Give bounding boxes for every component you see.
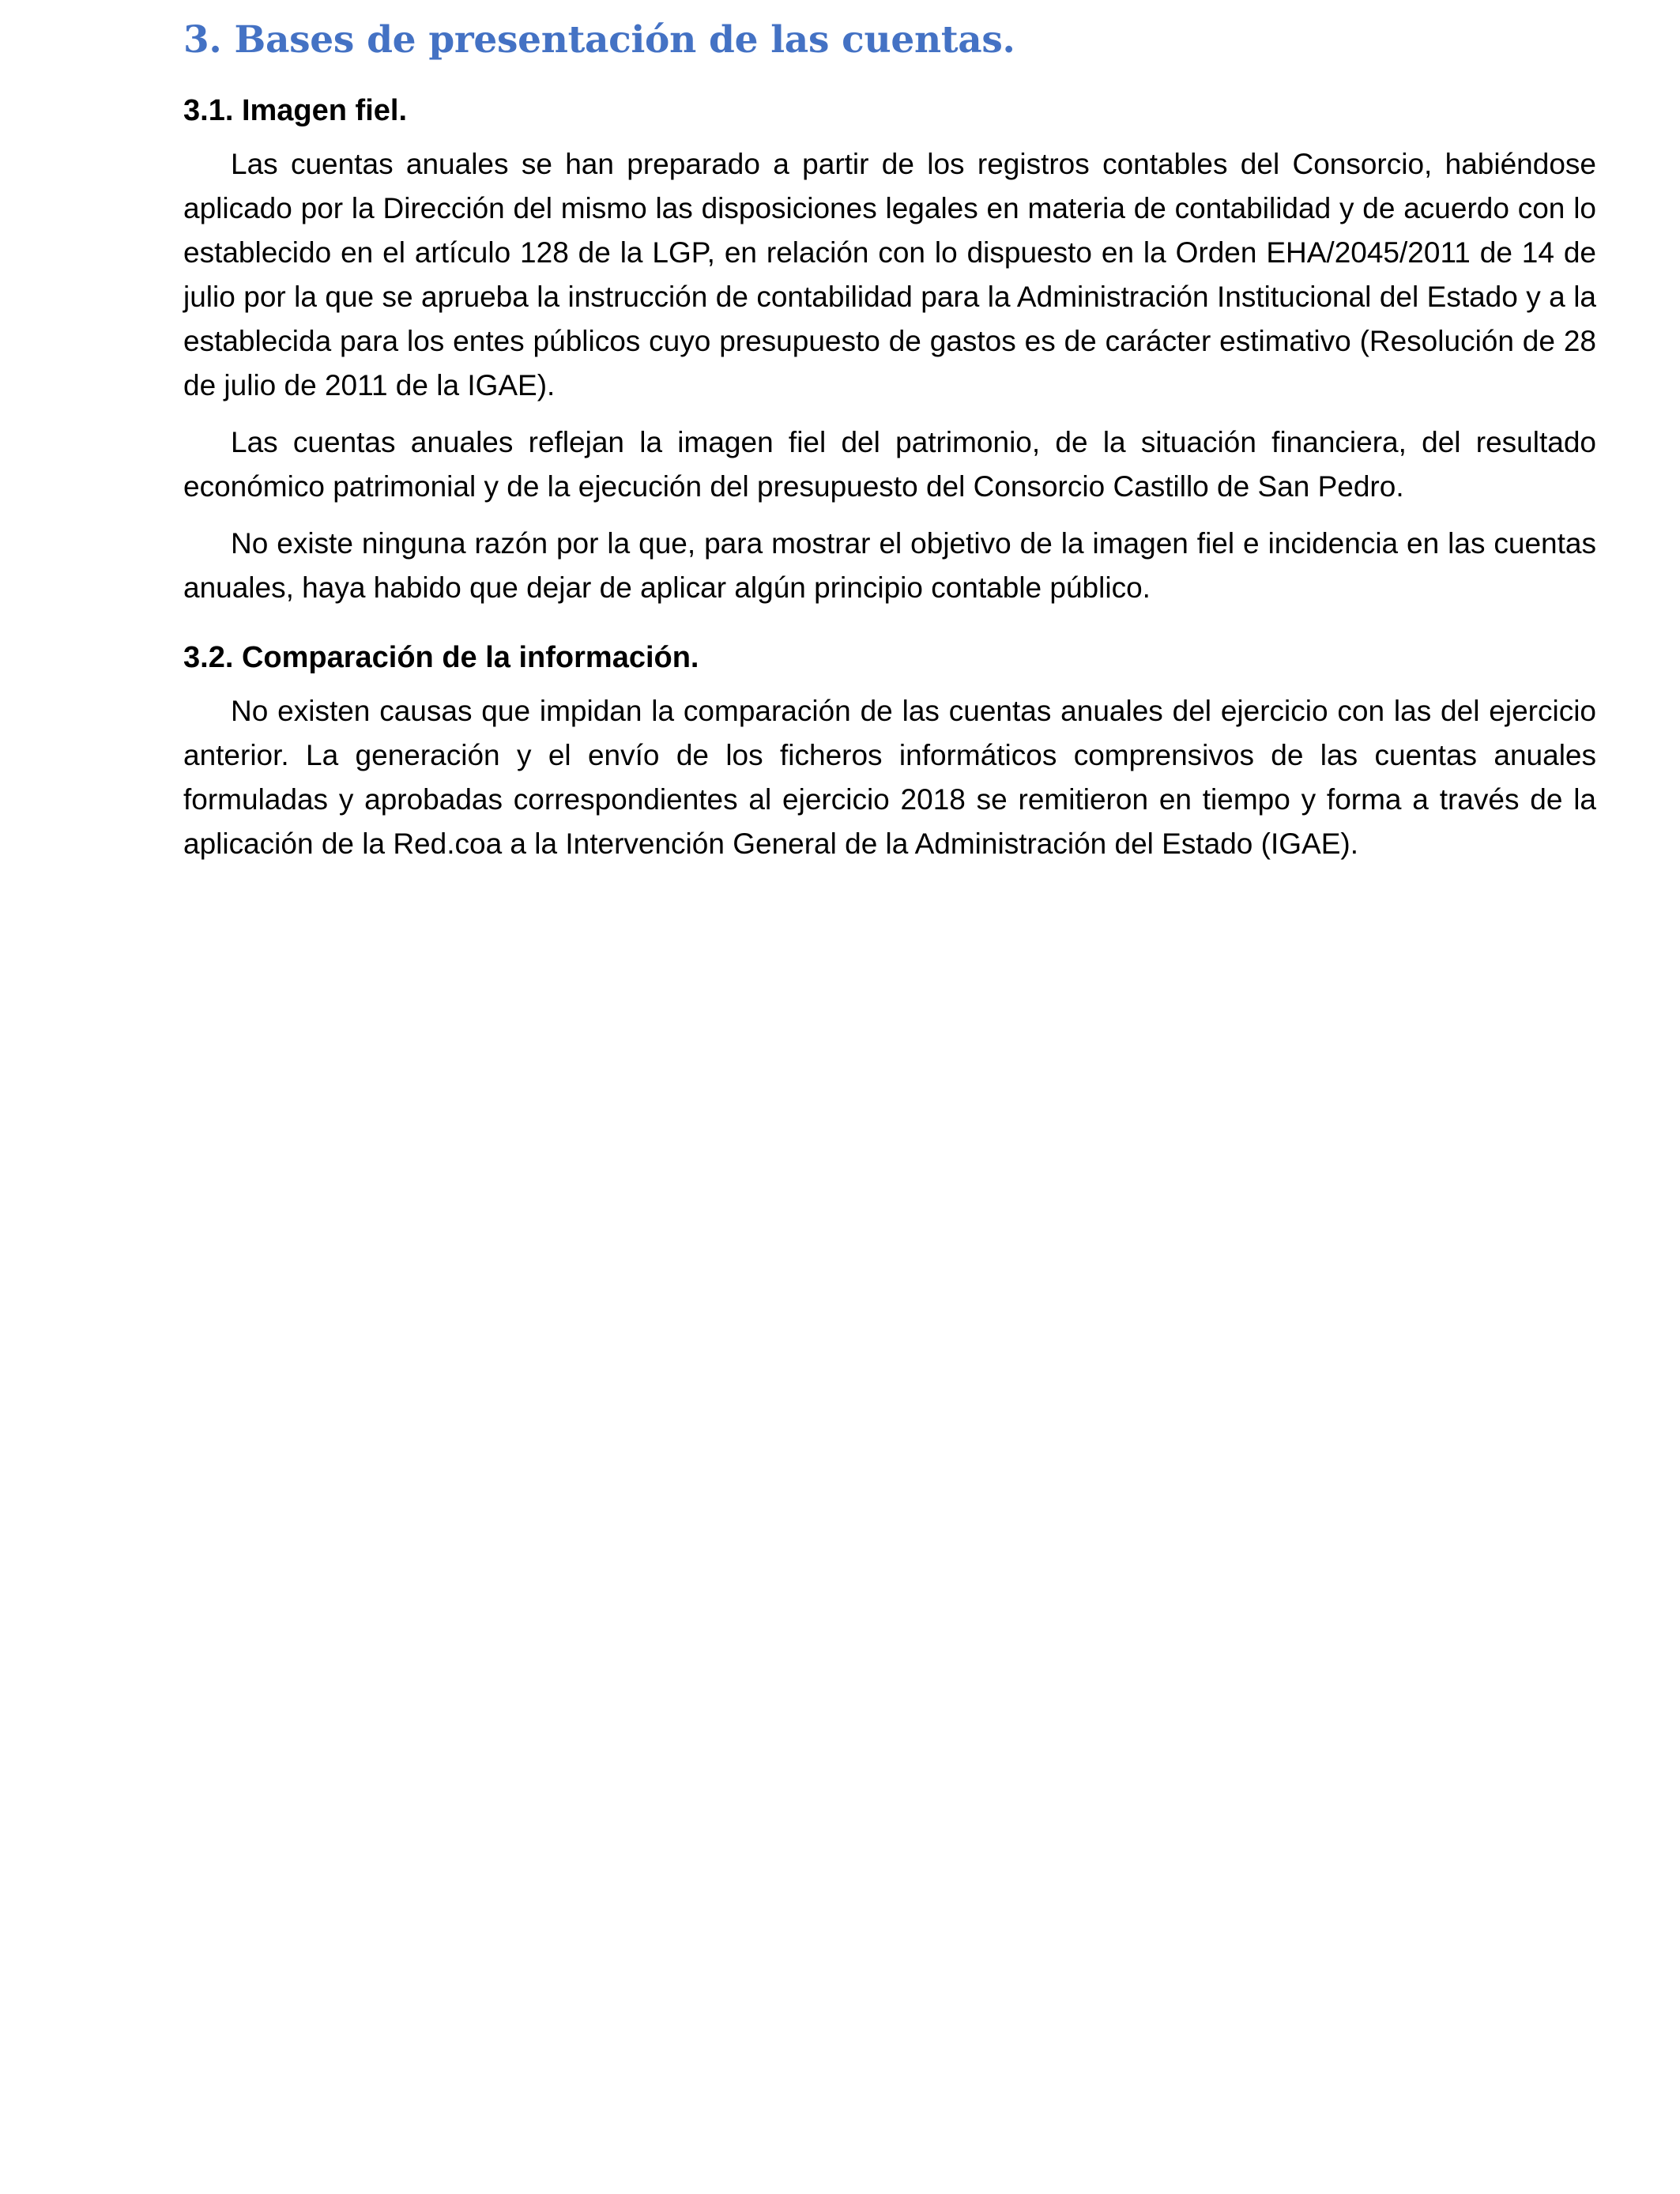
paragraph: No existen causas que impidan la comparación de las cuentas anuales del ejercicio con las del ejercicio anterior. La generación y el envío de los ficheros informáticos comprensivos de las cuentas anuales formuladas y aprobadas correspondientes al ejercicio 2018 se remitieron en tiempo y forma a través de la aplicación de la Red.coa a la Intervención General de la Administración del Estado (IGAE). [183,695,1596,860]
subsection-comparacion [183,635,1596,866]
section-title: 3. Bases de presentación de las cuentas. [183,18,1015,62]
document-page [183,0,1596,879]
paragraph: No existe ninguna razón por la que, para mostrar el objetivo de la imagen fiel e incidencia en las cuentas anuales, haya habido que dejar de aplicar algún principio contable público. [183,527,1596,604]
subsection-title: 3.1. Imagen fiel. [183,94,407,127]
subsection-title: 3.2. Comparación de la información. [183,641,699,674]
paragraph: Las cuentas anuales reflejan la imagen fiel del patrimonio, de la situación financiera, del resultado económico patrimonial y de la ejecución del presupuesto del Consorcio Castillo de San Pedro. [183,426,1596,503]
subsection-imagen-fiel [183,89,1596,610]
paragraph: Las cuentas anuales se han preparado a partir de los registros contables del Consorcio, habiéndose aplicado por la Dirección del mismo las disposiciones legales en materia de contabilidad y de acuerdo con lo establecido en el artículo 128 de la LGP, en relación con lo dispuesto en la Orden EHA/2045/2011 de 14 de julio por la que se aprueba la instrucción de contabilidad para la Administración Institucional del Estado y a la establecida para los entes públicos cuyo presupuesto de gastos es de carácter estimativo (Resolución de 28 de julio de 2011 de la IGAE). [183,148,1596,401]
